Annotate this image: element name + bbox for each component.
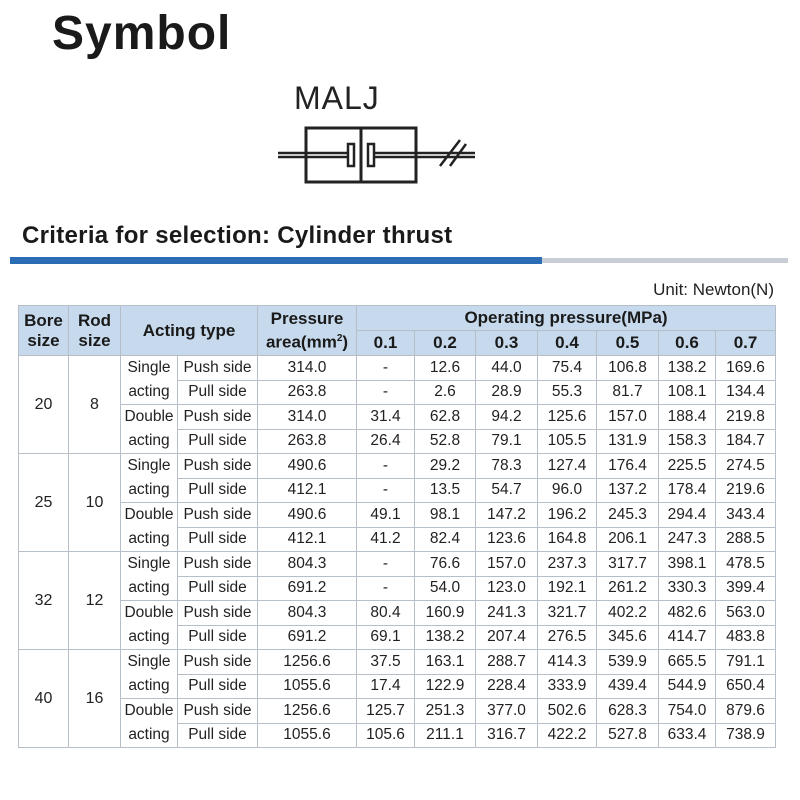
acting-type-cell	[121, 405, 178, 454]
header-pressure-value: 0.1	[357, 331, 415, 356]
thrust-value-cell: 55.3	[538, 380, 597, 405]
header-pressure-value: 0.7	[716, 331, 776, 356]
pressure-area-cell: 314.0	[258, 405, 357, 430]
table-row	[19, 454, 776, 479]
acting-type-label: acting	[128, 628, 170, 645]
thrust-value-cell: 69.1	[357, 625, 415, 650]
thrust-value-cell: 478.5	[716, 552, 776, 577]
header-pressure-value: 0.2	[415, 331, 476, 356]
bore-size-cell: 25	[19, 454, 69, 552]
acting-type-label: Single	[127, 653, 171, 670]
thrust-value-cell: 105.6	[357, 723, 415, 748]
thrust-value-cell: 17.4	[357, 674, 415, 699]
pressure-area-cell: 490.6	[258, 454, 357, 479]
thrust-value-cell: 127.4	[538, 454, 597, 479]
thrust-value-cell: 44.0	[476, 356, 538, 381]
thrust-value-cell: 288.7	[476, 650, 538, 675]
pressure-area-cell: 263.8	[258, 429, 357, 454]
thrust-value-cell: 398.1	[659, 552, 716, 577]
side-cell: Pull side	[178, 723, 258, 748]
thrust-value-cell: 754.0	[659, 699, 716, 724]
page-heading: Symbol	[52, 7, 232, 60]
thrust-value-cell: 80.4	[357, 601, 415, 626]
acting-type-cell	[121, 601, 178, 650]
thrust-value-cell: 106.8	[597, 356, 659, 381]
thrust-value-cell: 330.3	[659, 576, 716, 601]
header-pressure-area: Pressure $area(mm^2)$	[258, 306, 357, 356]
acting-type-label: acting	[128, 530, 170, 547]
thrust-value-cell: 539.9	[597, 650, 659, 675]
acting-type-label: acting	[128, 481, 170, 498]
acting-type-cell	[121, 552, 178, 601]
thrust-value-cell: 245.3	[597, 503, 659, 528]
thrust-value-cell: 2.6	[415, 380, 476, 405]
thrust-value-cell: 54.7	[476, 478, 538, 503]
table-row	[19, 699, 776, 724]
thrust-value-cell: 527.8	[597, 723, 659, 748]
rod-size-cell: 8	[69, 356, 121, 454]
thrust-value-cell: 544.9	[659, 674, 716, 699]
thrust-value-cell: 81.7	[597, 380, 659, 405]
bore-size-cell: 40	[19, 650, 69, 748]
thrust-value-cell: 79.1	[476, 429, 538, 454]
thrust-value-cell: 176.4	[597, 454, 659, 479]
thrust-value-cell: 188.4	[659, 405, 716, 430]
thrust-value-cell: 108.1	[659, 380, 716, 405]
thrust-value-cell: -	[357, 380, 415, 405]
thrust-value-cell: 377.0	[476, 699, 538, 724]
thrust-value-cell: 94.2	[476, 405, 538, 430]
thrust-value-cell: 414.3	[538, 650, 597, 675]
thrust-value-cell: 665.5	[659, 650, 716, 675]
rod-size-cell: 10	[69, 454, 121, 552]
acting-type-label: acting	[128, 383, 170, 400]
thrust-value-cell: 482.6	[659, 601, 716, 626]
table-row	[19, 503, 776, 528]
thrust-value-cell: 158.3	[659, 429, 716, 454]
thrust-value-cell: 157.0	[597, 405, 659, 430]
thrust-value-cell: 288.5	[716, 527, 776, 552]
pressure-area-cell: 691.2	[258, 625, 357, 650]
thrust-value-cell: 317.7	[597, 552, 659, 577]
table-row	[19, 356, 776, 381]
thrust-value-cell: 137.2	[597, 478, 659, 503]
side-cell: Pull side	[178, 478, 258, 503]
thrust-value-cell: 402.2	[597, 601, 659, 626]
thrust-value-cell: 12.6	[415, 356, 476, 381]
thrust-value-cell: 261.2	[597, 576, 659, 601]
pressure-area-cell: 263.8	[258, 380, 357, 405]
header-pressure-value: 0.6	[659, 331, 716, 356]
thrust-value-cell: 163.1	[415, 650, 476, 675]
thrust-value-cell: 26.4	[357, 429, 415, 454]
pressure-area-cell: 1256.6	[258, 650, 357, 675]
thrust-value-cell: 791.1	[716, 650, 776, 675]
rod-size-cell: 12	[69, 552, 121, 650]
thrust-value-cell: 414.7	[659, 625, 716, 650]
thrust-value-cell: 439.4	[597, 674, 659, 699]
side-cell: Push side	[178, 405, 258, 430]
side-cell: Push side	[178, 601, 258, 626]
thrust-value-cell: 563.0	[716, 601, 776, 626]
header-pressure-value: 0.4	[538, 331, 597, 356]
thrust-value-cell: 196.2	[538, 503, 597, 528]
thrust-value-cell: 157.0	[476, 552, 538, 577]
pressure-area-cell: 314.0	[258, 356, 357, 381]
thrust-value-cell: 28.9	[476, 380, 538, 405]
acting-type-label: Single	[127, 359, 171, 376]
thrust-value-cell: 131.9	[597, 429, 659, 454]
side-cell: Pull side	[178, 674, 258, 699]
table-row	[19, 552, 776, 577]
table-row	[19, 405, 776, 430]
thrust-value-cell: 650.4	[716, 674, 776, 699]
acting-type-label: acting	[128, 677, 170, 694]
thrust-value-cell: 343.4	[716, 503, 776, 528]
table-row	[19, 650, 776, 675]
thrust-value-cell: 147.2	[476, 503, 538, 528]
thrust-value-cell: 207.4	[476, 625, 538, 650]
side-cell: Push side	[178, 650, 258, 675]
thrust-value-cell: 483.8	[716, 625, 776, 650]
thrust-value-cell: 49.1	[357, 503, 415, 528]
thrust-value-cell: 160.9	[415, 601, 476, 626]
thrust-value-cell: 96.0	[538, 478, 597, 503]
thrust-value-cell: 125.7	[357, 699, 415, 724]
thrust-value-cell: 738.9	[716, 723, 776, 748]
section-divider-accent	[10, 257, 542, 264]
acting-type-cell	[121, 699, 178, 748]
thrust-value-cell: 98.1	[415, 503, 476, 528]
table-row	[19, 601, 776, 626]
pressure-area-cell: 1256.6	[258, 699, 357, 724]
thrust-value-cell: 274.5	[716, 454, 776, 479]
thrust-table-body	[19, 356, 776, 748]
thrust-value-cell: 633.4	[659, 723, 716, 748]
pressure-area-cell: 804.3	[258, 601, 357, 626]
thrust-value-cell: 237.3	[538, 552, 597, 577]
acting-type-label: Double	[124, 702, 174, 719]
thrust-value-cell: 54.0	[415, 576, 476, 601]
side-cell: Push side	[178, 699, 258, 724]
acting-type-label: Single	[127, 555, 171, 572]
thrust-value-cell: 13.5	[415, 478, 476, 503]
acting-type-cell	[121, 356, 178, 405]
side-cell: Pull side	[178, 576, 258, 601]
side-cell: Push side	[178, 454, 258, 479]
thrust-value-cell: -	[357, 552, 415, 577]
cylinder-thrust-table	[18, 305, 776, 748]
thrust-value-cell: -	[357, 576, 415, 601]
thrust-value-cell: 41.2	[357, 527, 415, 552]
model-code: MALJ	[294, 80, 380, 116]
section-title: Criteria for selection: Cylinder thrust	[22, 222, 453, 249]
thrust-value-cell: -	[357, 356, 415, 381]
acting-type-label: acting	[128, 579, 170, 596]
thrust-value-cell: 178.4	[659, 478, 716, 503]
cylinder-symbol-icon	[270, 120, 490, 190]
thrust-value-cell: 192.1	[538, 576, 597, 601]
thrust-value-cell: 345.6	[597, 625, 659, 650]
acting-type-label: Single	[127, 457, 171, 474]
thrust-value-cell: 879.6	[716, 699, 776, 724]
thrust-value-cell: 122.9	[415, 674, 476, 699]
header-bore-size: Bore size	[19, 306, 69, 356]
thrust-value-cell: -	[357, 454, 415, 479]
acting-type-cell	[121, 454, 178, 503]
side-cell: Pull side	[178, 625, 258, 650]
thrust-value-cell: 228.4	[476, 674, 538, 699]
pressure-area-cell: 691.2	[258, 576, 357, 601]
acting-type-label: acting	[128, 432, 170, 449]
header-acting-type: Acting type	[121, 306, 258, 356]
thrust-value-cell: 294.4	[659, 503, 716, 528]
thrust-value-cell: 164.8	[538, 527, 597, 552]
side-cell: Pull side	[178, 527, 258, 552]
thrust-value-cell: 184.7	[716, 429, 776, 454]
thrust-value-cell: 399.4	[716, 576, 776, 601]
acting-type-cell	[121, 650, 178, 699]
thrust-value-cell: -	[357, 478, 415, 503]
header-pressure-value: 0.5	[597, 331, 659, 356]
acting-type-label: Double	[124, 506, 174, 523]
thrust-value-cell: 333.9	[538, 674, 597, 699]
acting-type-cell	[121, 503, 178, 552]
side-cell: Push side	[178, 552, 258, 577]
thrust-value-cell: 105.5	[538, 429, 597, 454]
header-operating-pressure: Operating pressure(MPa)	[357, 306, 776, 331]
side-cell: Pull side	[178, 380, 258, 405]
thrust-value-cell: 78.3	[476, 454, 538, 479]
pressure-area-cell: 412.1	[258, 478, 357, 503]
pressure-area-cell: 1055.6	[258, 674, 357, 699]
pressure-area-cell: 804.3	[258, 552, 357, 577]
thrust-value-cell: 138.2	[659, 356, 716, 381]
acting-type-label: acting	[128, 726, 170, 743]
header-pressure-value: 0.3	[476, 331, 538, 356]
thrust-value-cell: 276.5	[538, 625, 597, 650]
acting-type-label: Double	[124, 604, 174, 621]
pressure-area-cell: 490.6	[258, 503, 357, 528]
rod-size-cell: 16	[69, 650, 121, 748]
thrust-value-cell: 169.6	[716, 356, 776, 381]
thrust-value-cell: 138.2	[415, 625, 476, 650]
thrust-value-cell: 52.8	[415, 429, 476, 454]
thrust-value-cell: 29.2	[415, 454, 476, 479]
thrust-value-cell: 76.6	[415, 552, 476, 577]
thrust-value-cell: 123.0	[476, 576, 538, 601]
thrust-value-cell: 75.4	[538, 356, 597, 381]
thrust-value-cell: 502.6	[538, 699, 597, 724]
thrust-value-cell: 225.5	[659, 454, 716, 479]
thrust-value-cell: 247.3	[659, 527, 716, 552]
thrust-value-cell: 241.3	[476, 601, 538, 626]
thrust-value-cell: 31.4	[357, 405, 415, 430]
thrust-value-cell: 123.6	[476, 527, 538, 552]
thrust-value-cell: 316.7	[476, 723, 538, 748]
thrust-value-cell: 219.6	[716, 478, 776, 503]
thrust-value-cell: 211.1	[415, 723, 476, 748]
pressure-area-cell: 412.1	[258, 527, 357, 552]
thrust-value-cell: 321.7	[538, 601, 597, 626]
pressure-area-cell: 1055.6	[258, 723, 357, 748]
thrust-value-cell: 37.5	[357, 650, 415, 675]
unit-note: Unit: Newton(N)	[653, 280, 774, 299]
bore-size-cell: 32	[19, 552, 69, 650]
thrust-value-cell: 62.8	[415, 405, 476, 430]
thrust-value-cell: 628.3	[597, 699, 659, 724]
thrust-value-cell: 219.8	[716, 405, 776, 430]
side-cell: Push side	[178, 356, 258, 381]
thrust-value-cell: 134.4	[716, 380, 776, 405]
header-rod-size: Rod size	[69, 306, 121, 356]
side-cell: Push side	[178, 503, 258, 528]
bore-size-cell: 20	[19, 356, 69, 454]
side-cell: Pull side	[178, 429, 258, 454]
thrust-value-cell: 206.1	[597, 527, 659, 552]
acting-type-label: Double	[124, 408, 174, 425]
thrust-value-cell: 82.4	[415, 527, 476, 552]
thrust-value-cell: 422.2	[538, 723, 597, 748]
section-divider	[542, 258, 788, 263]
thrust-value-cell: 251.3	[415, 699, 476, 724]
thrust-value-cell: 125.6	[538, 405, 597, 430]
